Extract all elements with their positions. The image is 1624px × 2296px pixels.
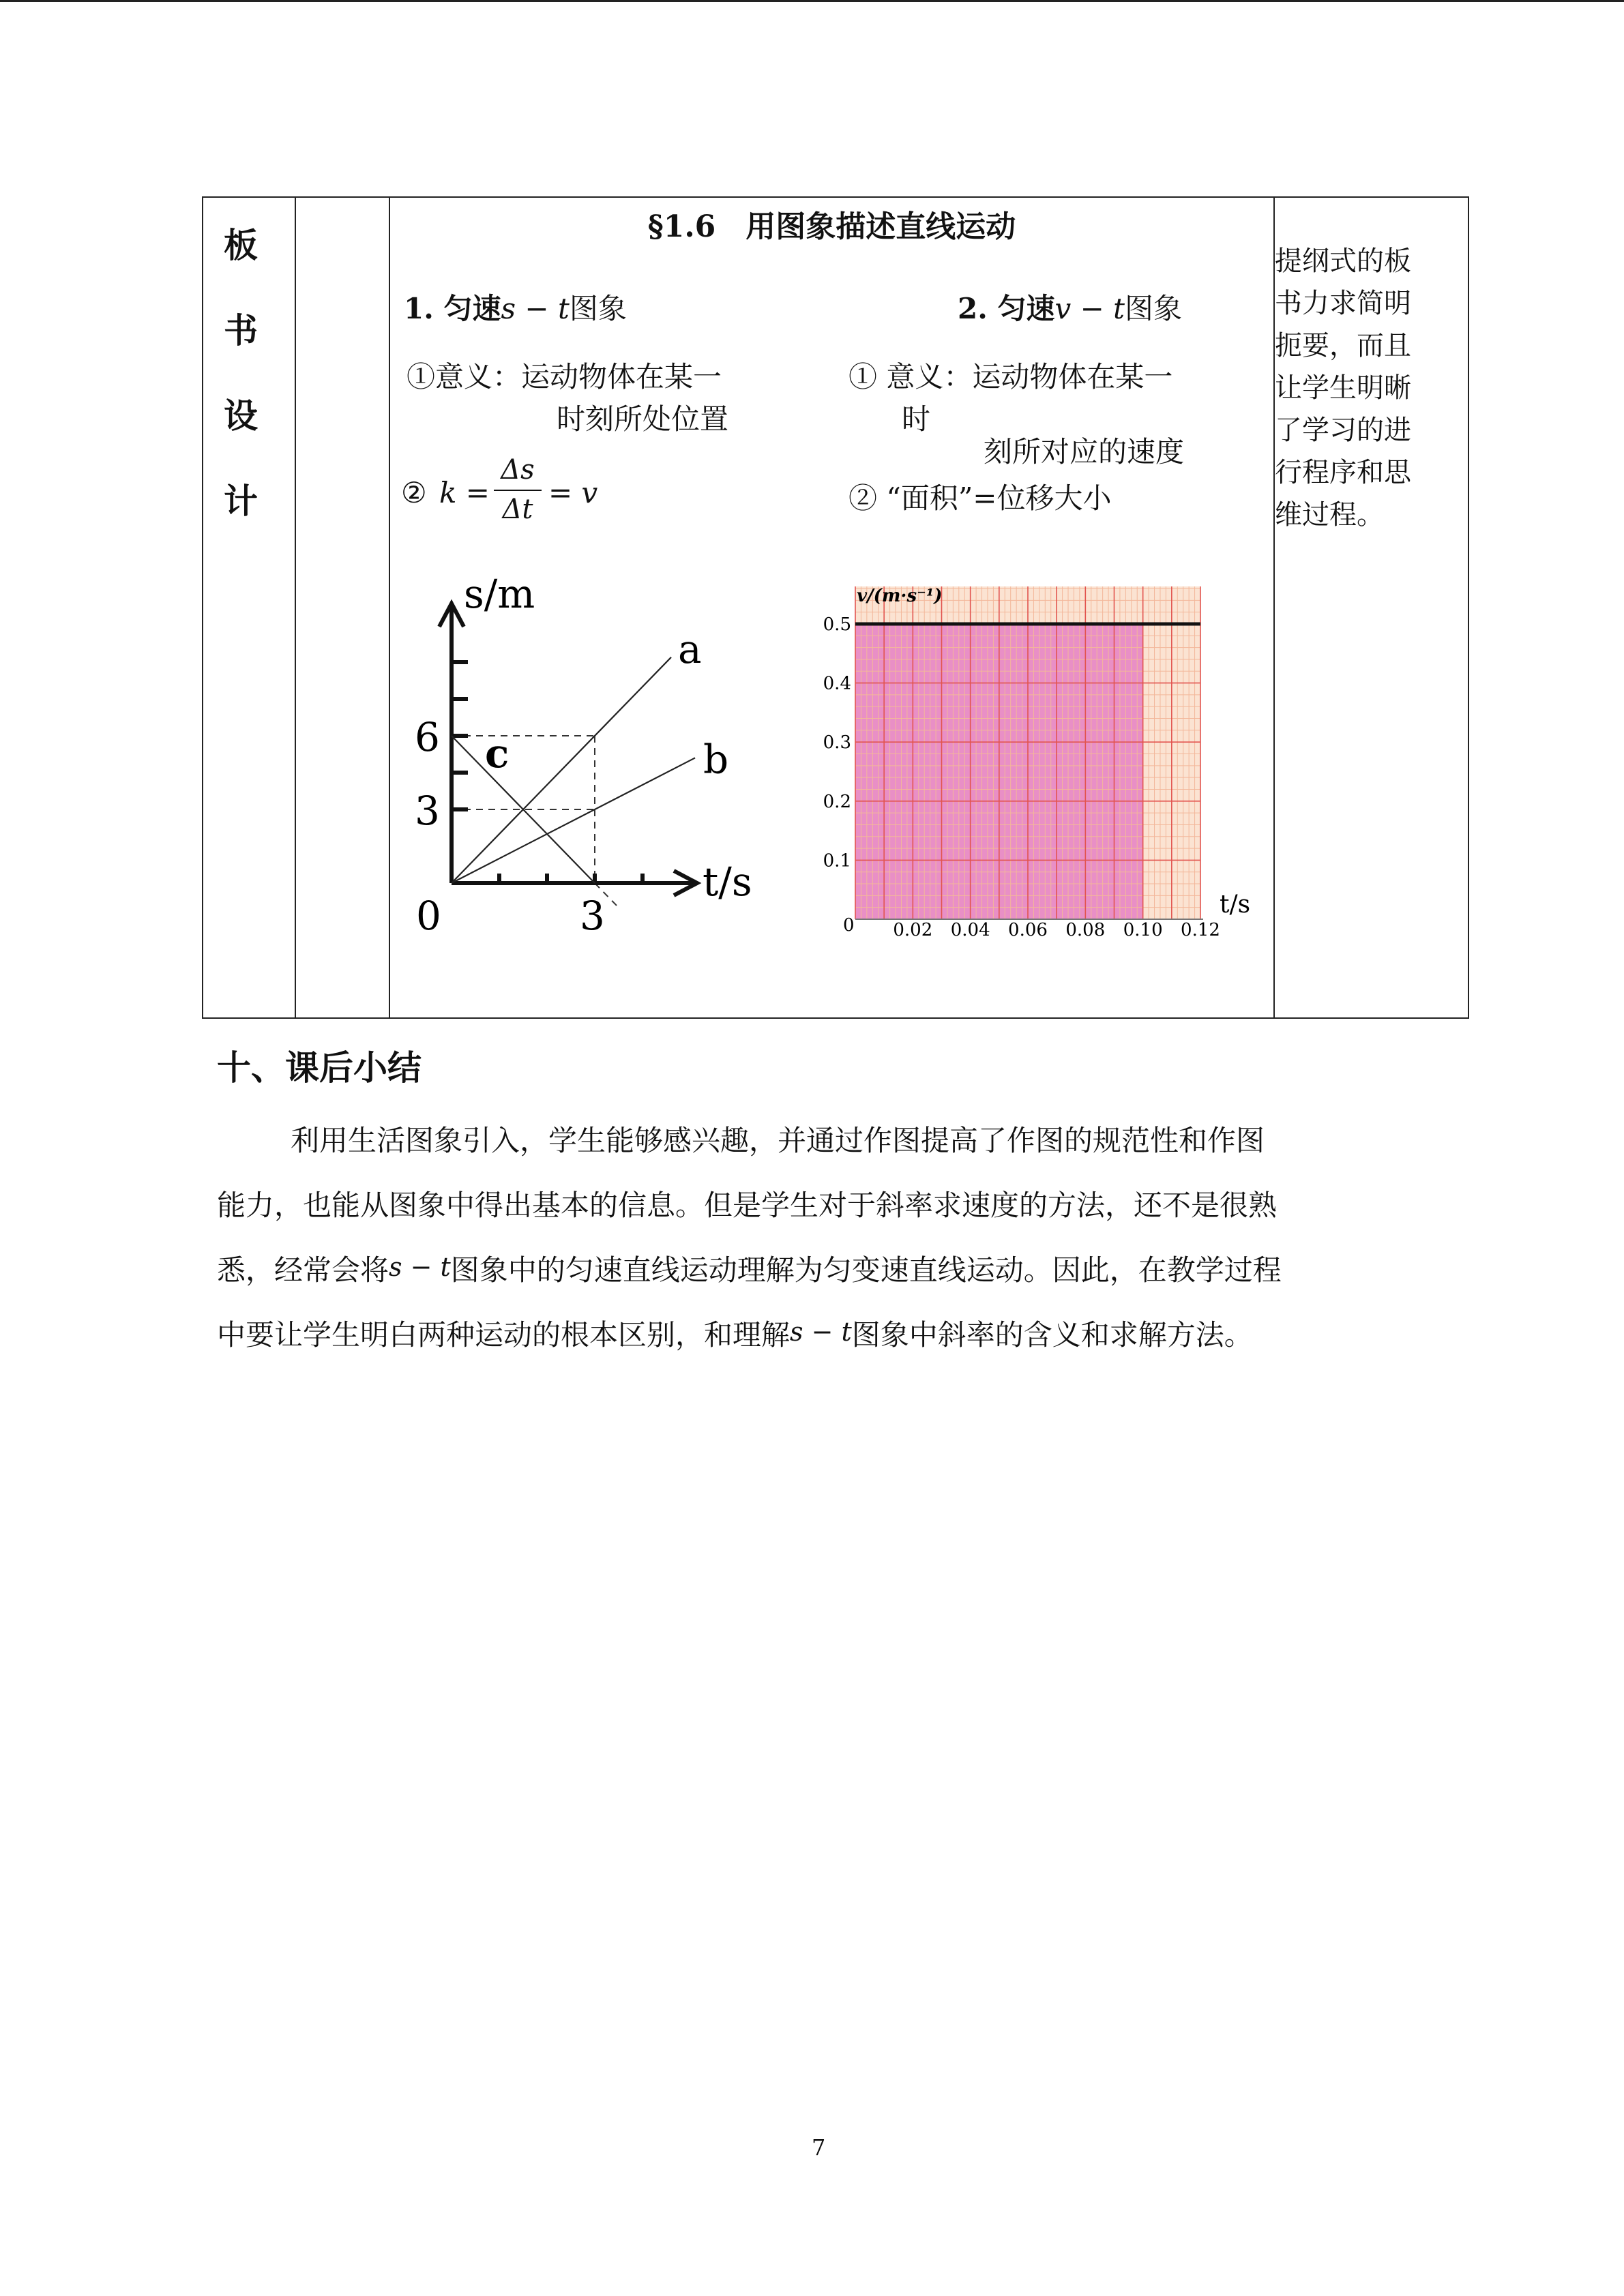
board-title: §1.6 用图象描述直线运动 bbox=[647, 209, 1016, 244]
row-label-char: 书 bbox=[224, 310, 258, 351]
summary-line-1: 利用生活图象引入，学生能够感兴趣，并通过作图提高了作图的规范性和作图 bbox=[291, 1124, 1265, 1157]
vt-x-tick-label: 0.10 bbox=[1123, 920, 1163, 940]
vt-y-tick-label: 0.2 bbox=[823, 791, 851, 812]
page-number: 7 bbox=[812, 2134, 826, 2160]
summary-line-2: 能力，也能从图象中得出基本的信息。但是学生对于斜率求速度的方法，还不是很熟 bbox=[217, 1189, 1278, 1222]
slope-fraction bbox=[494, 456, 542, 531]
st-x-tick-label: 3 bbox=[580, 893, 605, 939]
vt-x-axis-label: t/s bbox=[1220, 891, 1251, 919]
row-label-char: 设 bbox=[224, 396, 258, 436]
vt-chart bbox=[820, 586, 1251, 955]
note-line: 了学习的进 bbox=[1275, 415, 1411, 446]
slope-denominator: Δt bbox=[502, 494, 533, 525]
page-top-border bbox=[0, 0, 1624, 2]
row-label-column bbox=[203, 198, 296, 1017]
vt-y-tick-label: 0.4 bbox=[823, 673, 851, 694]
vt-x-tick-label: 0.04 bbox=[950, 920, 990, 940]
vt-y-axis-label: v/(m·s⁻¹) bbox=[857, 586, 943, 606]
summary-line-4-math: s − t bbox=[790, 1317, 852, 1347]
section-heading: 十、课后小结 bbox=[217, 1047, 422, 1088]
vt-x-tick-label: 0.02 bbox=[893, 920, 933, 940]
vt-heading-num: 2. bbox=[958, 292, 988, 325]
summary-line-4 bbox=[217, 1313, 1431, 1354]
vt-y-tick-label: 0.3 bbox=[823, 732, 851, 754]
row-label-char: 板 bbox=[224, 225, 258, 265]
summary-line-3 bbox=[217, 1248, 1431, 1289]
vt-item2: ② “面积”=位移大小 bbox=[848, 481, 1112, 515]
vt-x-tick-label: 0.06 bbox=[1008, 920, 1048, 940]
note-line: 让学生明晰 bbox=[1275, 372, 1411, 404]
vt-heading bbox=[958, 286, 1182, 327]
st-series-label-b: b bbox=[703, 736, 729, 783]
st-y-tick-label: 6 bbox=[415, 714, 440, 760]
summary-line-3-pre: 悉，经常会将 bbox=[217, 1253, 389, 1287]
st-heading-math: s − t bbox=[501, 292, 570, 325]
vt-item1-line1: ① 意义：运动物体在某一 bbox=[848, 360, 1173, 393]
vt-heading-math: v − t bbox=[1054, 292, 1125, 325]
fraction-bar bbox=[494, 490, 542, 491]
st-x-axis-label: t/s bbox=[703, 859, 752, 905]
vt-item1-clipped bbox=[984, 435, 1185, 468]
vt-y-tick-label: 0.5 bbox=[823, 614, 851, 635]
summary-line-3-math: s − t bbox=[389, 1252, 451, 1282]
st-series-label-a: a bbox=[678, 625, 702, 672]
vt-item1-line3: 刻所对应的速度 bbox=[984, 435, 1185, 468]
teaching-note bbox=[1275, 240, 1438, 536]
note-line: 维过程。 bbox=[1275, 499, 1384, 531]
st-item2-k: k = bbox=[439, 476, 490, 509]
st-origin-label: 0 bbox=[416, 893, 441, 939]
note-line: 扼要，而且 bbox=[1275, 330, 1411, 361]
vt-x-tick-label: 0.08 bbox=[1065, 920, 1106, 940]
summary-line-3-post: 图象中的匀速直线运动理解为匀变速直线运动。因此，在教学过程 bbox=[450, 1253, 1282, 1287]
st-item2-v: = v bbox=[548, 476, 598, 509]
st-series-label-c: c bbox=[485, 730, 510, 777]
vt-x-tick-label: 0.12 bbox=[1181, 920, 1220, 940]
st-chart bbox=[404, 569, 827, 938]
board-content bbox=[390, 198, 1273, 1017]
row-label-char: 计 bbox=[224, 481, 258, 521]
st-y-axis-label: s/m bbox=[464, 571, 535, 617]
note-line: 提纲式的板 bbox=[1275, 245, 1411, 277]
note-line: 书力求简明 bbox=[1275, 288, 1411, 319]
st-heading-post: 图象 bbox=[569, 292, 627, 325]
vt-item1-line2: 时 bbox=[902, 402, 931, 436]
st-y-tick-label: 3 bbox=[415, 788, 440, 834]
vt-heading-pre: 匀速 bbox=[997, 292, 1055, 325]
note-line: 行程序和思 bbox=[1275, 457, 1411, 488]
st-item2-marker: ② bbox=[401, 476, 427, 509]
summary-line-4-pre: 中要让学生明白两种运动的根本区别，和理解 bbox=[217, 1318, 791, 1352]
st-item1-line2: 时刻所处位置 bbox=[557, 402, 729, 436]
vt-origin-label: 0 bbox=[843, 915, 855, 936]
st-heading bbox=[404, 286, 627, 327]
summary-line-4-post: 图象中斜率的含义和求解方法。 bbox=[851, 1318, 1253, 1352]
st-heading-pre: 匀速 bbox=[443, 292, 501, 325]
vt-heading-post: 图象 bbox=[1125, 292, 1183, 325]
st-heading-num: 1. bbox=[404, 292, 434, 325]
st-item1-line1: ①意义：运动物体在某一 bbox=[407, 360, 722, 393]
board-design-table bbox=[202, 196, 1469, 1019]
vt-y-tick-label: 0.1 bbox=[823, 850, 851, 871]
slope-numerator: Δs bbox=[501, 454, 535, 486]
